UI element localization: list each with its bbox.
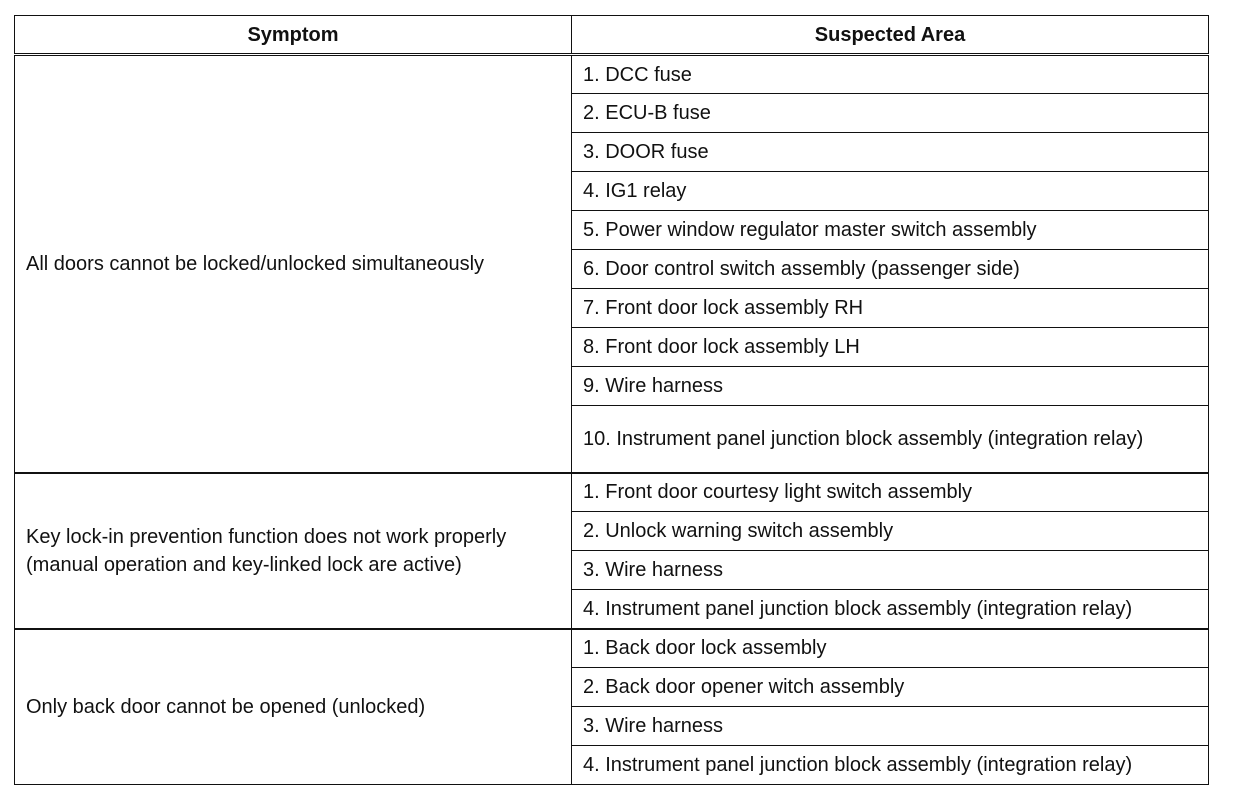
header-row (15, 16, 1209, 55)
area-cell: 1. DCC fuse (572, 55, 1209, 94)
area-cell: 8. Front door lock assembly LH (572, 328, 1209, 367)
area-cell: 3. Wire harness (572, 707, 1209, 746)
area-cell: 9. Wire harness (572, 367, 1209, 406)
area-cell: 4. Instrument panel junction block assembly (integration relay) (572, 590, 1209, 629)
area-cell: 10. Instrument panel junction block assembly (integration relay) (572, 406, 1209, 473)
area-cell: 4. Instrument panel junction block assembly (integration relay) (572, 746, 1209, 785)
area-cell: 3. DOOR fuse (572, 133, 1209, 172)
area-cell: 1. Back door lock assembly (572, 629, 1209, 668)
area-cell: 4. IG1 relay (572, 172, 1209, 211)
area-cell: 2. Unlock warning switch assembly (572, 512, 1209, 551)
table-row (15, 473, 1209, 512)
area-cell: 5. Power window regulator master switch assembly (572, 211, 1209, 250)
area-cell: 2. Back door opener witch assembly (572, 668, 1209, 707)
area-cell: 2. ECU-B fuse (572, 94, 1209, 133)
symptom-cell: All doors cannot be locked/unlocked simultaneously (15, 55, 572, 473)
symptom-header: Symptom (15, 16, 572, 55)
symptom-cell: Key lock-in prevention function does not work properly (manual operation and key-linked lock are active) (15, 473, 572, 629)
symptom-group-back-door (15, 629, 1209, 785)
table-row (15, 55, 1209, 94)
symptom-group-all-doors (15, 55, 1209, 473)
area-cell: 7. Front door lock assembly RH (572, 289, 1209, 328)
suspected-area-header: Suspected Area (572, 16, 1209, 55)
area-cell: 6. Door control switch assembly (passenger side) (572, 250, 1209, 289)
troubleshooting-table-container (14, 15, 1208, 785)
area-cell: 3. Wire harness (572, 551, 1209, 590)
area-cell: 1. Front door courtesy light switch assembly (572, 473, 1209, 512)
table-header (15, 16, 1209, 55)
symptom-group-key-lock-in (15, 473, 1209, 629)
table-row (15, 629, 1209, 668)
symptom-table (14, 15, 1209, 785)
symptom-cell: Only back door cannot be opened (unlocked) (15, 629, 572, 785)
